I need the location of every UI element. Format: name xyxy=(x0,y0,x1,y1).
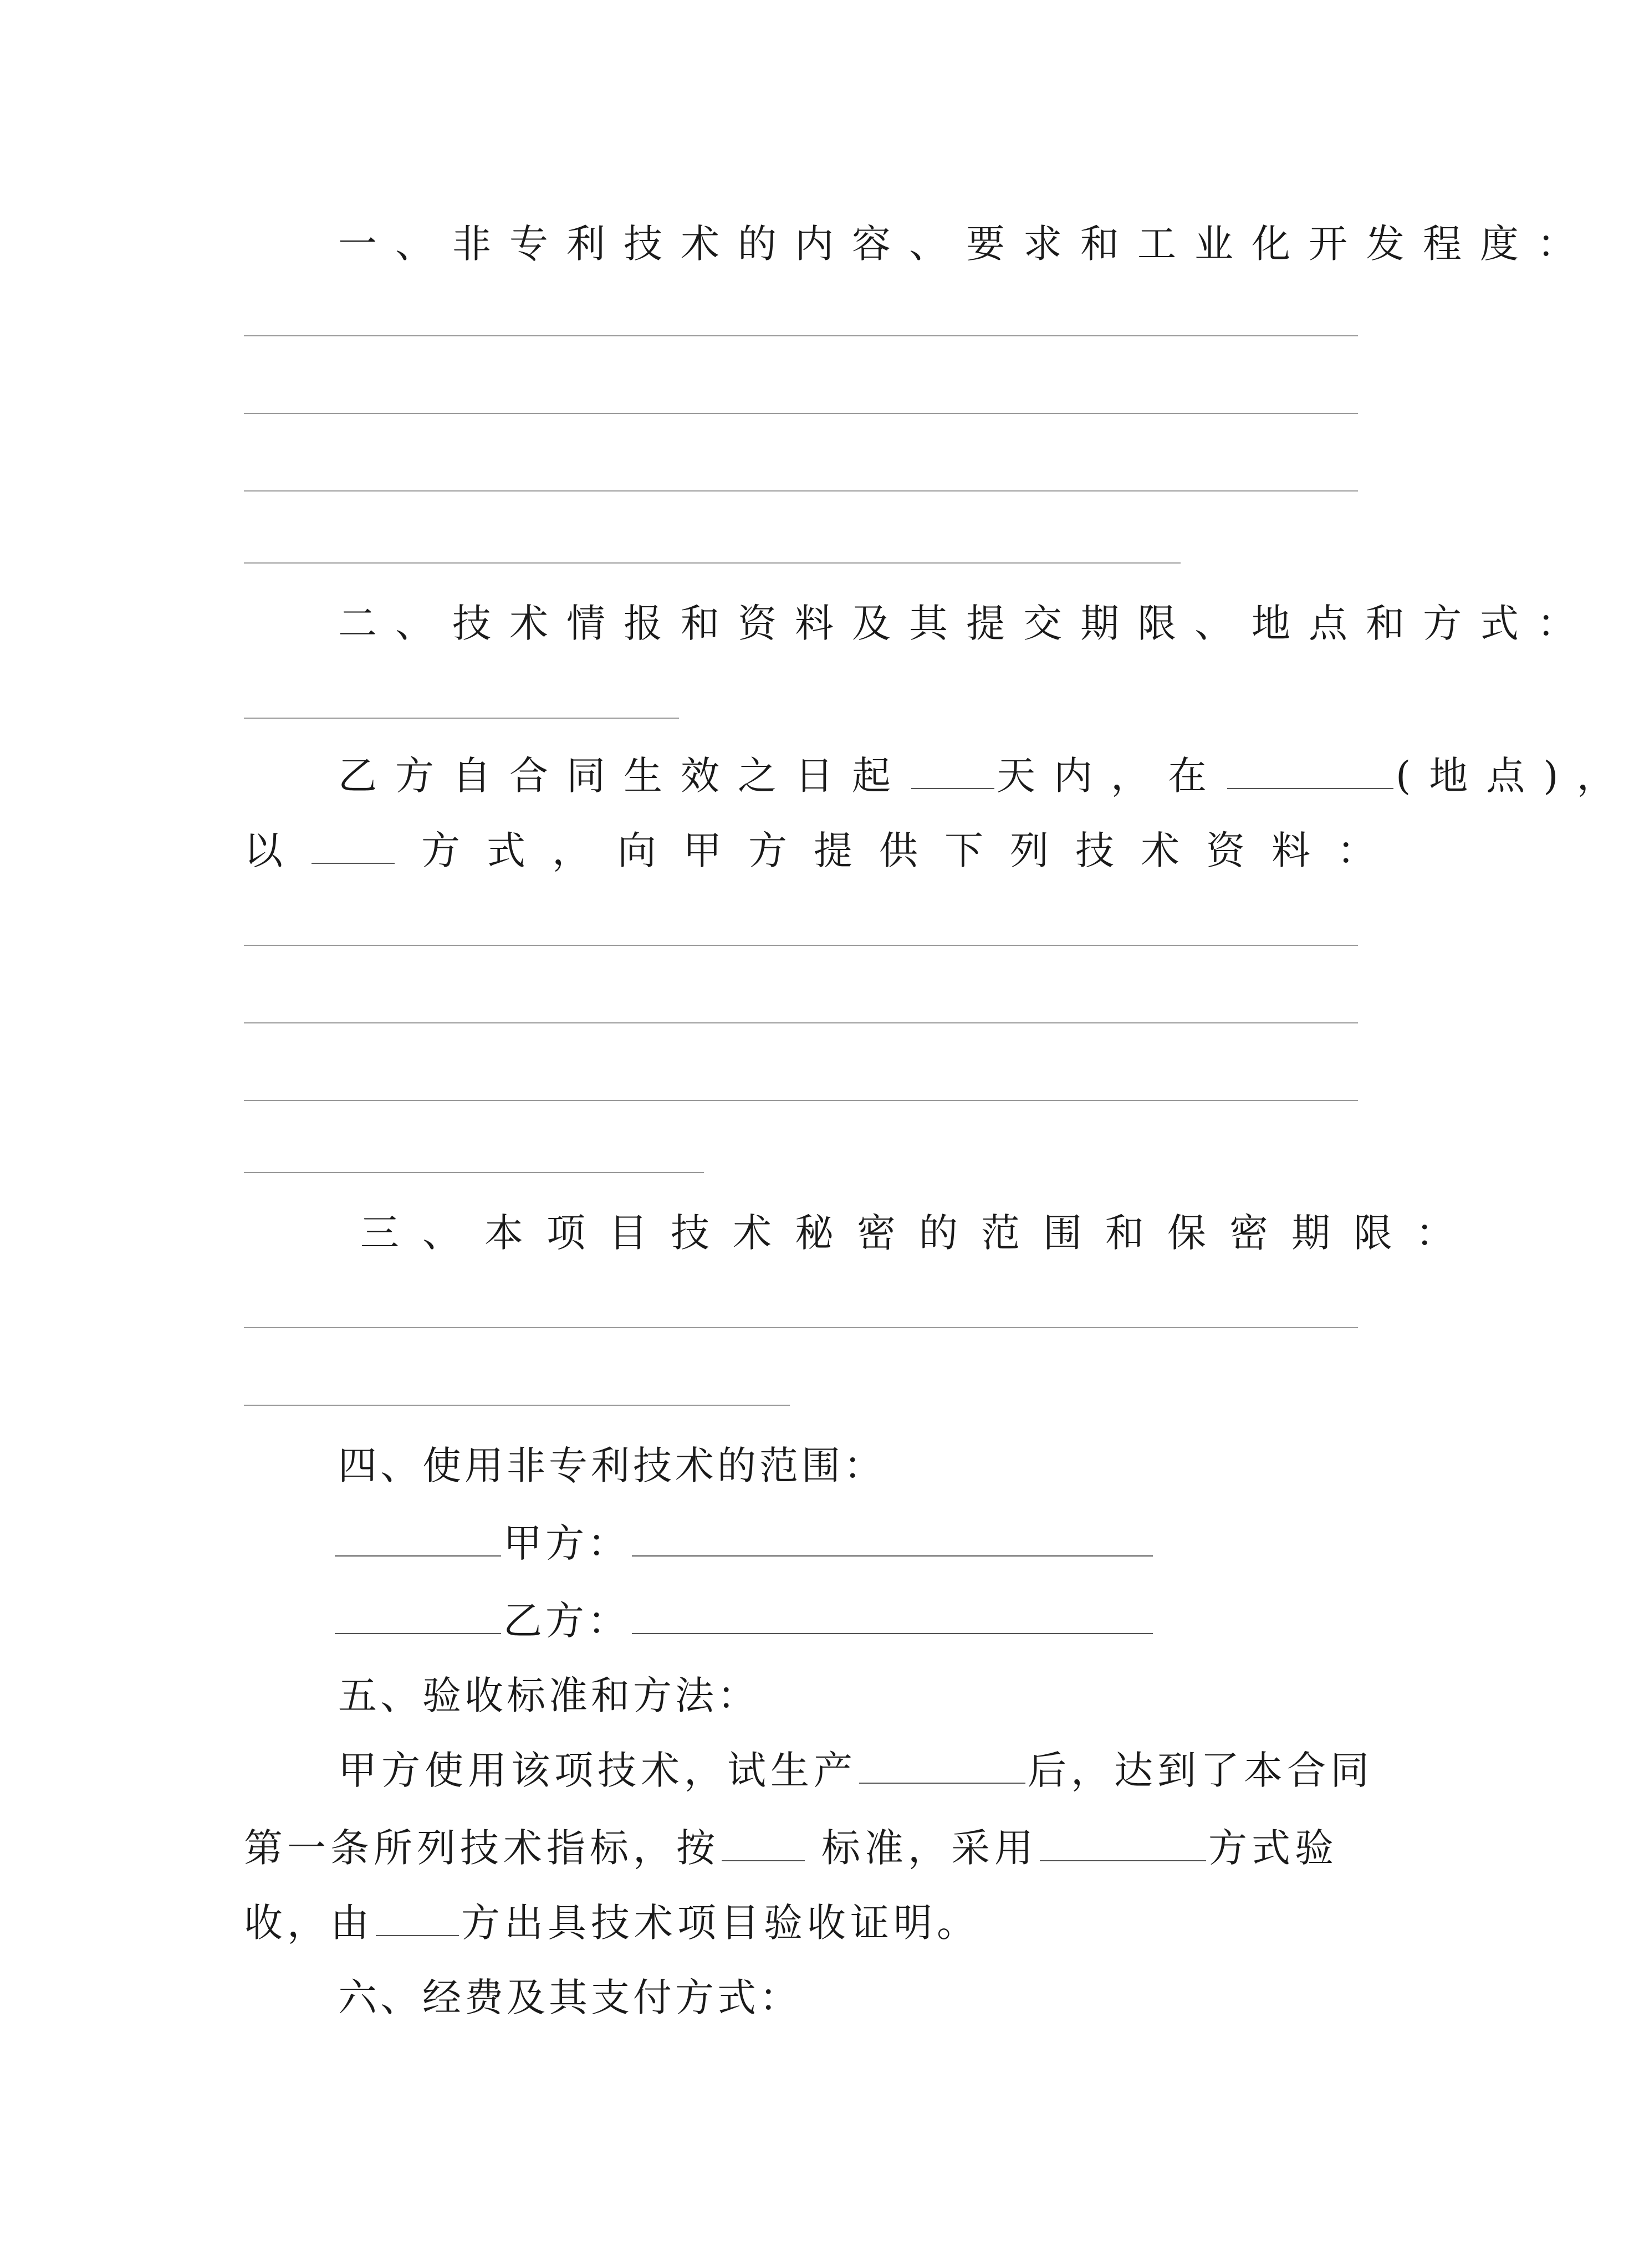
s2-text: 乙方自合同生效之日起 xyxy=(338,753,909,798)
fill-line[interactable] xyxy=(244,945,1358,946)
fill-line[interactable] xyxy=(244,490,1358,492)
party-b-label: 乙方： xyxy=(503,1598,630,1644)
blank-issuing-party[interactable] xyxy=(376,1934,459,1936)
s5-text: 方式验 xyxy=(1208,1825,1338,1871)
party-a-row xyxy=(333,1520,1155,1566)
s5-text: 后，达到了本合同 xyxy=(1028,1748,1373,1793)
fill-line[interactable] xyxy=(244,562,1181,564)
fill-line[interactable] xyxy=(244,335,1358,336)
section-3-heading: 三、本项目技术秘密的范围和保密期限： xyxy=(360,1210,1478,1256)
fill-line[interactable] xyxy=(244,1100,1358,1101)
blank-method[interactable] xyxy=(312,862,395,864)
blank-scope-b[interactable] xyxy=(335,1632,501,1634)
blank-party-b[interactable] xyxy=(632,1632,1153,1634)
s5-text: 收，由 xyxy=(244,1900,374,1946)
section-1-heading: 一、非专利技术的内容、要求和工业化开发程度： xyxy=(338,221,1594,267)
s2-paragraph-line-1 xyxy=(338,753,1634,798)
s2-paragraph-line-2 xyxy=(244,828,1402,873)
s2-text: 方式，向甲方提供下列技术资料： xyxy=(421,828,1402,873)
blank-trial-period[interactable] xyxy=(859,1782,1025,1784)
blank-party-a[interactable] xyxy=(632,1555,1153,1557)
s2-text: 以 xyxy=(244,828,309,873)
fill-line[interactable] xyxy=(244,1172,704,1173)
blank-standard[interactable] xyxy=(722,1860,805,1861)
fill-line[interactable] xyxy=(244,413,1358,414)
blank-days[interactable] xyxy=(911,787,994,789)
fill-line[interactable] xyxy=(244,718,679,719)
section-4-heading: 四、使用非专利技术的范围： xyxy=(338,1443,886,1488)
s5-paragraph-line-3 xyxy=(244,1900,980,1946)
party-b-row xyxy=(333,1598,1155,1644)
s5-paragraph-line-1 xyxy=(338,1748,1373,1793)
party-a-label: 甲方： xyxy=(503,1520,630,1566)
fill-line[interactable] xyxy=(244,1327,1358,1328)
blank-location[interactable] xyxy=(1227,787,1393,789)
s5-text: 甲方使用该项技术，试生产 xyxy=(338,1748,857,1793)
s5-text: 第一条所列技术指标，按 xyxy=(244,1825,719,1871)
s2-text: (地点)， xyxy=(1396,753,1634,798)
fill-line[interactable] xyxy=(244,1022,1358,1023)
section-6-heading: 六、经费及其支付方式： xyxy=(338,1975,801,2020)
s5-text: 标准，采用 xyxy=(821,1825,1038,1871)
s2-text: 天内，在 xyxy=(997,753,1225,798)
section-5-heading: 五、验收标准和方法： xyxy=(338,1673,759,1718)
blank-scope-a[interactable] xyxy=(335,1555,501,1557)
blank-acceptance-method[interactable] xyxy=(1040,1860,1206,1861)
s5-text: 方出具技术项目验收证明。 xyxy=(461,1900,980,1946)
fill-line[interactable] xyxy=(244,1405,790,1406)
s5-paragraph-line-2 xyxy=(244,1825,1338,1871)
section-2-heading: 二、技术情报和资料及其提交期限、地点和方式： xyxy=(338,601,1594,646)
